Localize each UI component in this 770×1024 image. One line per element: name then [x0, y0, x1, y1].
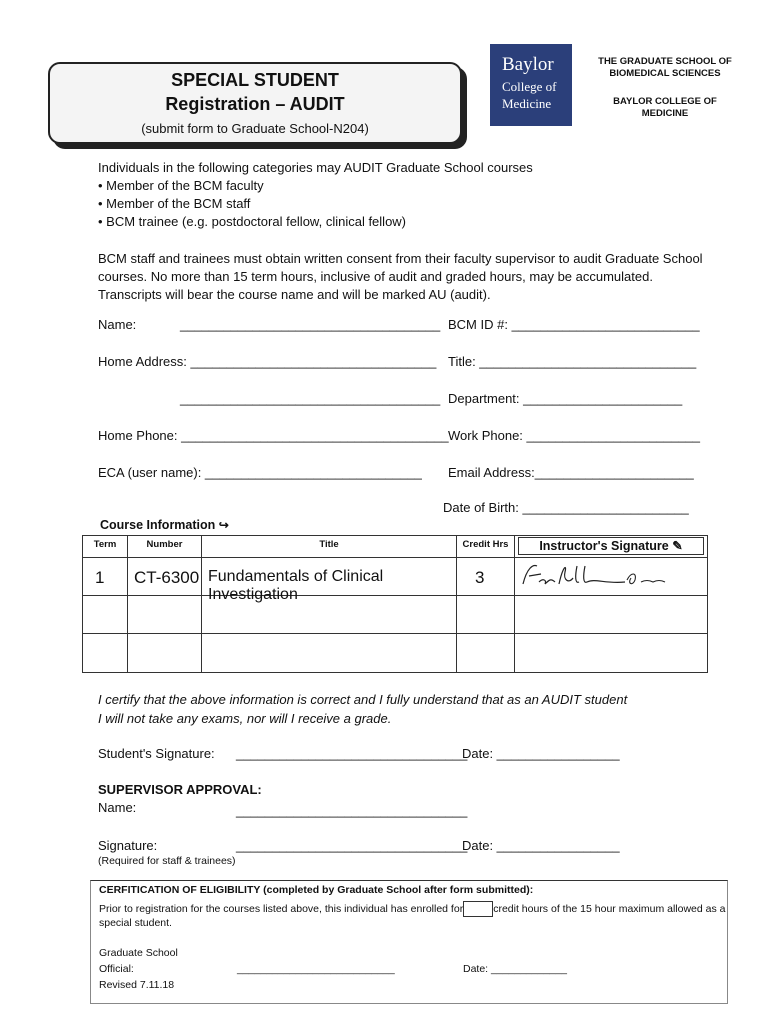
- school-name: [590, 56, 740, 80]
- policy-line-3: Transcripts will bear the course name and will be marked AU (audit).: [98, 287, 491, 302]
- row1-title[interactable]: Fundamentals of Clinical Investigation: [202, 558, 457, 596]
- certify-statement: [98, 690, 627, 728]
- college-name: [590, 96, 740, 120]
- header-credit-hrs: Credit Hrs: [457, 536, 515, 558]
- supervisor-approval-heading: SUPERVISOR APPROVAL:: [98, 782, 262, 797]
- certification-box: [90, 880, 728, 1004]
- header-term: Term: [83, 536, 128, 558]
- name-label: Name:: [98, 317, 137, 332]
- college-name-line-2: MEDICINE: [641, 108, 689, 119]
- policy-paragraph: [98, 250, 703, 304]
- row3-number[interactable]: [128, 634, 202, 672]
- department-field[interactable]: Department: ______________________: [448, 391, 683, 406]
- title-field[interactable]: Title: ______________________________: [448, 354, 697, 369]
- dob-field[interactable]: Date of Birth: _______________________: [443, 500, 689, 515]
- official-label-2: Official:: [99, 963, 134, 975]
- certification-text-b: credit hours of the 15 hour maximum allowed as a: [493, 902, 726, 915]
- row1-term[interactable]: 1: [83, 558, 128, 596]
- header-title: Title: [202, 536, 457, 558]
- revised-date: Revised 7.11.18: [99, 979, 175, 991]
- form-title-box: [48, 62, 462, 144]
- row3-credit-hrs[interactable]: [457, 634, 515, 672]
- certification-line-2: special student.: [99, 917, 172, 929]
- supervisor-date-field[interactable]: Date: _________________: [462, 838, 620, 853]
- student-signature-field[interactable]: ________________________________: [236, 746, 468, 761]
- official-date-field[interactable]: Date: _____________: [463, 963, 567, 975]
- name-field[interactable]: ____________________________________: [180, 317, 441, 332]
- course-info-label: Course Information: [100, 518, 216, 532]
- header-instructor-signature: [515, 536, 707, 558]
- logo-line-1: Baylor: [502, 54, 554, 75]
- form-title: SPECIAL STUDENT: [171, 70, 339, 90]
- bullet-trainee: • BCM trainee (e.g. postdoctoral fellow, clinical fellow): [98, 214, 407, 229]
- row1-credit-hrs[interactable]: 3: [457, 558, 515, 596]
- policy-line-1: BCM staff and trainees must obtain written consent from their faculty supervisor to audit Graduate School: [98, 251, 703, 266]
- instructor-signature-label: Instructor's Signature: [539, 539, 669, 553]
- row2-title[interactable]: [202, 596, 457, 634]
- course-table: [82, 535, 708, 673]
- student-signature-label: Student's Signature:: [98, 746, 215, 761]
- row2-instructor-signature[interactable]: [515, 596, 707, 634]
- bcm-id-field[interactable]: BCM ID #: __________________________: [448, 317, 700, 332]
- bullet-staff: • Member of the BCM staff: [98, 196, 251, 211]
- college-name-line-1: BAYLOR COLLEGE OF: [613, 96, 717, 107]
- intro-text: [98, 159, 533, 231]
- baylor-logo: [490, 44, 572, 126]
- school-name-line-1: THE GRADUATE SCHOOL OF: [598, 56, 732, 67]
- form-subtitle: Registration – AUDIT: [165, 94, 345, 114]
- supervisor-signature-label: Signature:: [98, 838, 158, 853]
- logo-line-2: College of: [502, 79, 557, 94]
- intro-lead: Individuals in the following categories may AUDIT Graduate School courses: [98, 160, 533, 175]
- official-signature-field[interactable]: ___________________________: [237, 963, 395, 975]
- certification-heading: CERFITICATION OF ELIGIBILITY (completed by Graduate School after form submitted):: [99, 884, 534, 896]
- school-name-line-2: BIOMEDICAL SCIENCES: [609, 68, 721, 79]
- handwritten-signature: [515, 558, 695, 594]
- arrow-hand-icon: ↪: [218, 518, 229, 532]
- student-date-field[interactable]: Date: _________________: [462, 746, 620, 761]
- row3-instructor-signature[interactable]: [515, 634, 707, 672]
- row3-term[interactable]: [83, 634, 128, 672]
- supervisor-name-label: Name:: [98, 800, 137, 815]
- certification-text-a: Prior to registration for the courses listed above, this individual has enrolled for: [99, 902, 464, 915]
- row1-instructor-signature[interactable]: [515, 558, 707, 596]
- email-field[interactable]: Email Address:______________________: [448, 465, 694, 480]
- certify-line-2: I will not take any exams, nor will I receive a grade.: [98, 711, 392, 726]
- credit-hours-box[interactable]: [463, 901, 493, 917]
- bullet-faculty: • Member of the BCM faculty: [98, 178, 264, 193]
- supervisor-note: (Required for staff & trainees): [98, 855, 236, 867]
- row3-title[interactable]: [202, 634, 457, 672]
- eca-field[interactable]: ECA (user name): ______________________________: [98, 465, 422, 480]
- submit-instruction: (submit form to Graduate School-N204): [141, 121, 369, 136]
- row2-credit-hrs[interactable]: [457, 596, 515, 634]
- address-line-2-field[interactable]: ____________________________________: [180, 391, 441, 406]
- home-address-field[interactable]: Home Address: __________________________________: [98, 354, 437, 369]
- work-phone-field[interactable]: Work Phone: ________________________: [448, 428, 701, 443]
- supervisor-signature-field[interactable]: ________________________________: [236, 838, 468, 853]
- row1-number[interactable]: CT-6300: [128, 558, 202, 596]
- header-number: Number: [128, 536, 202, 558]
- supervisor-name-field[interactable]: ________________________________: [236, 803, 468, 818]
- policy-line-2: courses. No more than 15 term hours, inclusive of audit and graded hours, may be accumulated.: [98, 269, 653, 284]
- row2-term[interactable]: [83, 596, 128, 634]
- home-phone-field[interactable]: Home Phone: _____________________________________: [98, 428, 449, 443]
- logo-line-3: Medicine: [502, 96, 552, 111]
- row2-number[interactable]: [128, 596, 202, 634]
- certify-line-1: I certify that the above information is correct and I fully understand that as an AUDIT student: [98, 692, 628, 707]
- course-info-heading: [100, 518, 229, 532]
- official-label-1: Graduate School: [99, 947, 178, 959]
- certification-line-1: [99, 901, 726, 917]
- pencil-icon: ✎: [672, 539, 683, 553]
